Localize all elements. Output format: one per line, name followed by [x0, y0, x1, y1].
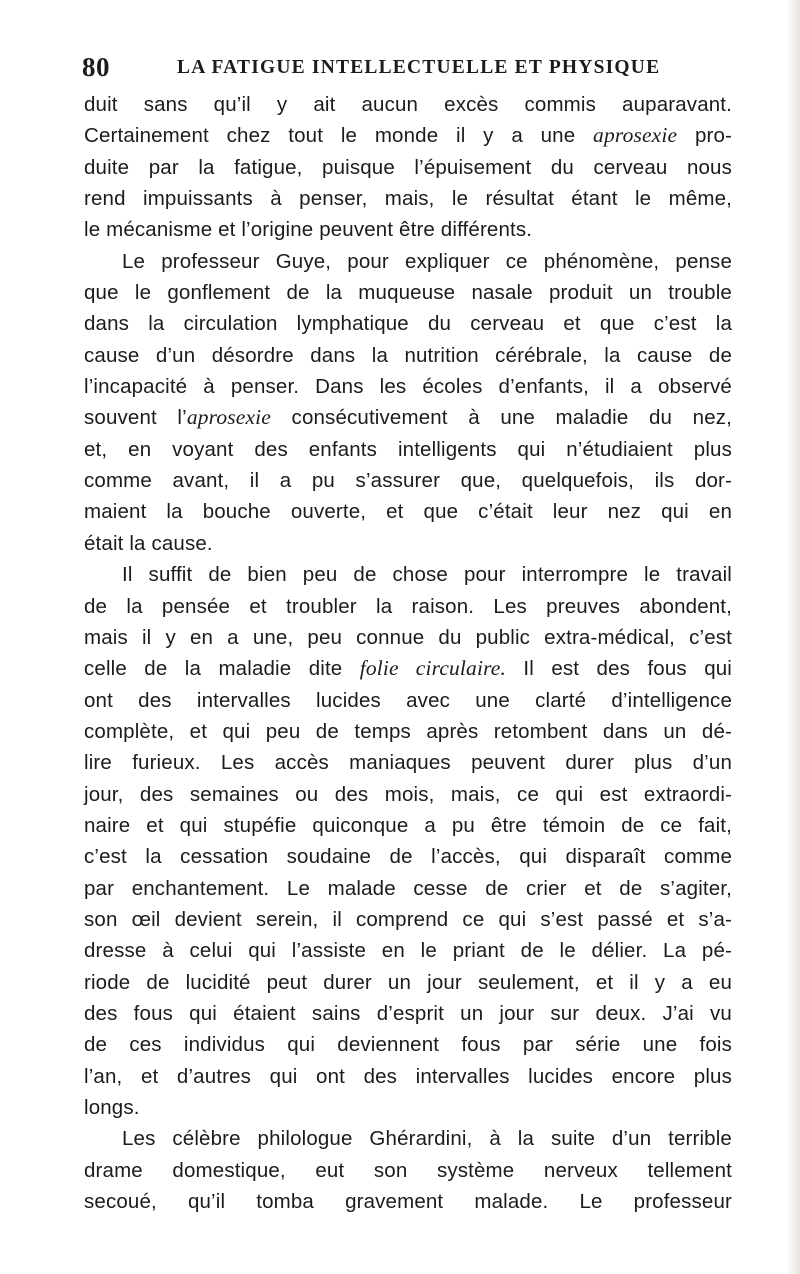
line-text: ont des intervalles lucides avec une clarté d’intelligence	[84, 688, 732, 712]
text-line	[84, 591, 732, 622]
text-line	[84, 685, 732, 716]
line-text: Il est des fous qui	[506, 657, 733, 681]
italic-term: aprosexie	[593, 123, 678, 148]
page-number: 80	[82, 52, 110, 82]
page-edge-shadow	[786, 0, 800, 1274]
text-line	[84, 371, 732, 402]
text-line	[84, 904, 732, 935]
paragraph	[84, 559, 732, 1123]
line-text: Il suffit de bien peu de chose pour interrompre le travail	[122, 563, 732, 587]
text-line	[84, 1186, 732, 1217]
text-line	[84, 1029, 732, 1060]
text-line	[84, 434, 732, 465]
text-line	[84, 559, 732, 590]
italic-term: aprosexie	[186, 405, 271, 430]
line-text: secoué, qu’il tomba gravement malade. Le professeur	[84, 1190, 732, 1214]
paragraph	[84, 1123, 732, 1217]
line-text: consécutivement à une maladie du nez,	[270, 406, 732, 430]
text-line	[84, 1061, 732, 1092]
italic-term: folie circulaire.	[359, 656, 507, 681]
paragraph	[84, 89, 732, 246]
text-line	[84, 120, 732, 151]
line-text: maient la bouche ouverte, et que c’était leur nez qui en	[84, 500, 732, 524]
text-line	[84, 308, 732, 339]
line-text: mais il y en a une, peu connue du public extra-médical, c’est	[84, 625, 732, 649]
text-line	[84, 528, 732, 559]
text-line	[84, 89, 732, 120]
line-text: de la pensée et troubler la raison. Les preuves abondent,	[84, 594, 732, 618]
line-text: l’incapacité à penser. Dans les écoles d’enfants, il a observé	[84, 375, 732, 399]
text-line	[84, 935, 732, 966]
line-text: Le professeur Guye, pour expliquer ce phénomène, pense	[122, 249, 732, 273]
line-text: c’est la cessation soudaine de l’accès, qui disparaît comme	[84, 845, 732, 869]
body-text	[84, 89, 732, 1217]
text-line	[84, 1123, 732, 1154]
text-line	[84, 810, 732, 841]
line-text: duite par la fatigue, puisque l’épuisement du cerveau nous	[84, 155, 732, 179]
text-line	[84, 340, 732, 371]
line-text: celle de la maladie dite	[84, 657, 360, 681]
text-line	[84, 998, 732, 1029]
line-text: naire et qui stupéfie quiconque a pu être témoin de ce fait,	[84, 813, 732, 837]
text-line	[84, 779, 732, 810]
page-header	[82, 52, 742, 88]
text-line	[84, 402, 732, 433]
line-text: dresse à celui qui l’assiste en le priant de le délier. La pé-	[84, 939, 732, 963]
text-line	[84, 214, 732, 245]
text-line	[84, 496, 732, 527]
text-line	[84, 653, 732, 684]
line-text: comme avant, il a pu s’assurer que, quelquefois, ils dor-	[84, 469, 732, 493]
line-text: complète, et qui peu de temps après retombent dans un dé-	[84, 719, 732, 743]
paragraph	[84, 246, 732, 559]
text-line	[84, 747, 732, 778]
text-line	[84, 152, 732, 183]
text-line	[84, 967, 732, 998]
text-line	[84, 1092, 732, 1123]
line-text: le mécanisme et l’origine peuvent être différents.	[84, 218, 533, 242]
line-text: par enchantement. Le malade cesse de crier et de s’agiter,	[84, 876, 732, 900]
text-line	[84, 622, 732, 653]
line-text: l’an, et d’autres qui ont des intervalles lucides encore plus	[84, 1064, 732, 1088]
line-text: lire furieux. Les accès maniaques peuvent durer plus d’un	[84, 751, 732, 775]
line-text: de ces individus qui deviennent fous par série une fois	[84, 1033, 732, 1057]
line-text: que le gonflement de la muqueuse nasale produit un trouble	[84, 281, 732, 305]
line-text: Les célèbre philologue Ghérardini, à la suite d’un terrible	[122, 1127, 732, 1151]
text-line	[84, 277, 732, 308]
line-text: riode de lucidité peut durer un jour seulement, et il y a eu	[84, 970, 732, 994]
line-text: cause d’un désordre dans la nutrition cérébrale, la cause de	[84, 343, 732, 367]
text-line	[84, 716, 732, 747]
line-text: souvent l’	[84, 406, 187, 430]
line-text: et, en voyant des enfants intelligents qui n’étudiaient plus	[84, 437, 732, 461]
line-text: des fous qui étaient sains d’esprit un jour sur deux. J’ai vu	[84, 1001, 732, 1025]
text-line	[84, 183, 732, 214]
line-text: drame domestique, eut son système nerveux tellement	[84, 1158, 732, 1182]
line-text: était la cause.	[84, 531, 213, 555]
line-text: son œil devient serein, il comprend ce qui s’est passé et s’a-	[84, 907, 732, 931]
running-title: LA FATIGUE INTELLECTUELLE ET PHYSIQUE	[177, 57, 661, 78]
text-line	[84, 841, 732, 872]
line-text: Certainement chez tout le monde il y a une	[84, 124, 594, 148]
text-line	[84, 246, 732, 277]
text-line	[84, 465, 732, 496]
line-text: rend impuissants à penser, mais, le résultat étant le même,	[84, 187, 732, 211]
line-text: pro-	[677, 124, 732, 148]
line-text: longs.	[84, 1096, 140, 1119]
text-line	[84, 1155, 732, 1186]
line-text: dans la circulation lymphatique du cerveau et que c’est la	[84, 312, 732, 336]
line-text: duit sans qu’il y ait aucun excès commis auparavant.	[84, 93, 732, 116]
text-line	[84, 873, 732, 904]
line-text: jour, des semaines ou des mois, mais, ce qui est extraordi-	[84, 782, 732, 806]
